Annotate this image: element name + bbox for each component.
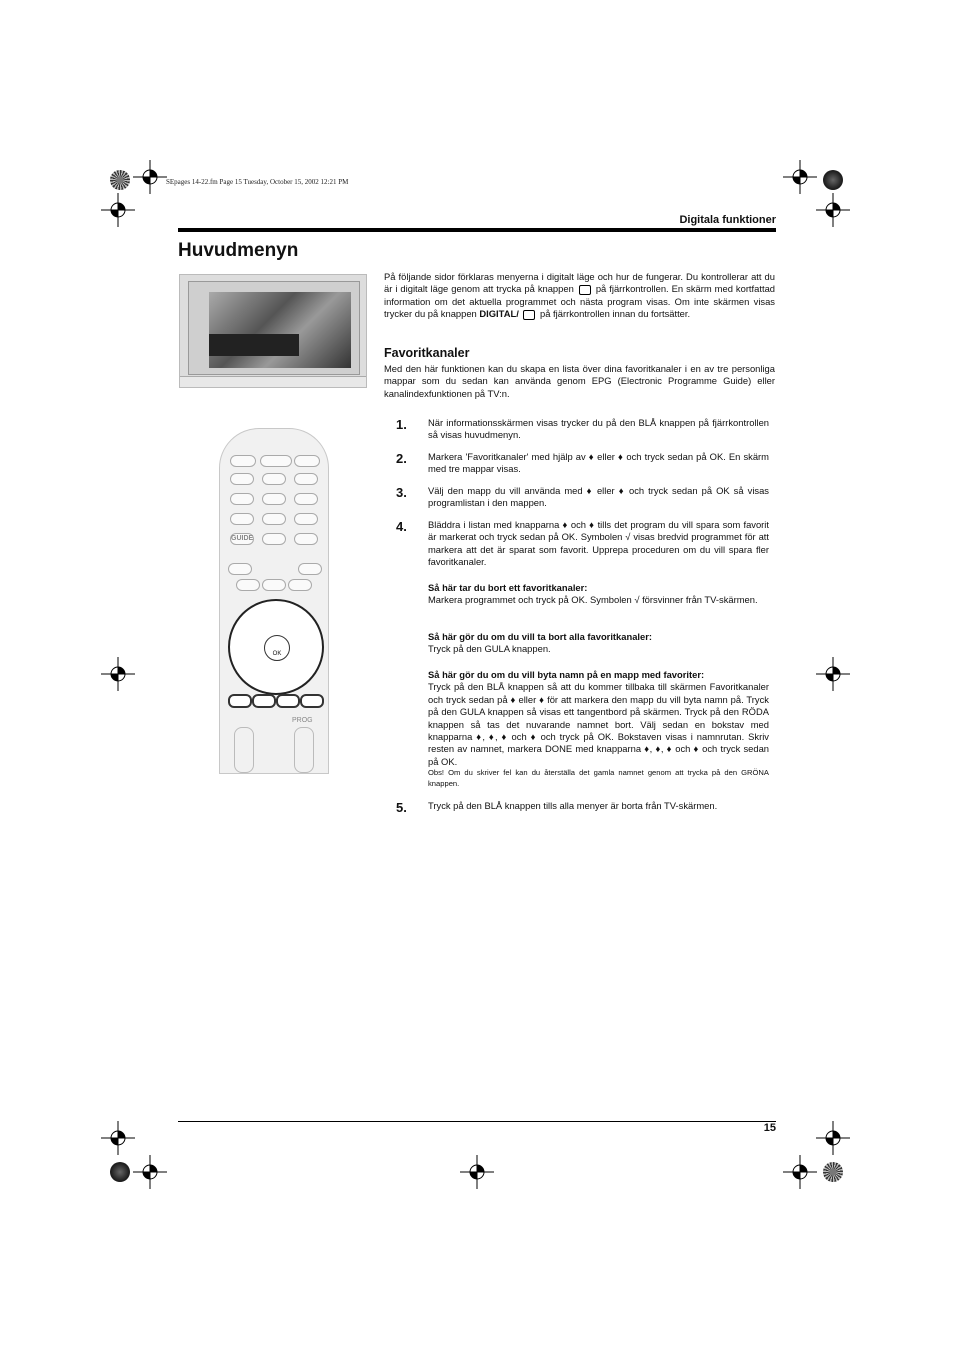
- favorites-heading: Favoritkanaler: [384, 346, 470, 360]
- page-title: Huvudmenyn: [178, 240, 299, 261]
- note-text: Tryck på den BLÅ knappen så att du kommer tillbaka till skärmen Favoritkanaler och tryck sedan på ♦ eller ♦ för att markera den mapp du vill byta namn på. Tryck på den GULA knappen så visas ett tangentbord på skärmen. Tryck på den RÖDA knappen så tas det nuvarande namnet bort. Välj sedan en bokstav med knapparna ♦, ♦, ♦ och ♦ och tryck på OK. Bokstaven visas i namnrutan. Skriv resten av namnet, markera DONE med knapparna ♦, ♦, ♦ och ♦ och tryck sedan på OK.: [428, 681, 769, 767]
- step-text: Bläddra i listan med knapparna ♦ och ♦ tills det program du vill spara som favorit är markerat och tryck sedan på OK. Symbolen √ visas bredvid programmet för att markera att det är sparat som favorit. Upprepa proceduren om du vill spara fler favoritkanaler.: [428, 519, 769, 568]
- tv-info-banner: [209, 334, 299, 356]
- crop-mark-icon: [133, 160, 167, 194]
- registration-dot-icon: [823, 1162, 843, 1182]
- step-number: 1.: [396, 417, 407, 432]
- guide-key: GUIDE: [230, 533, 254, 545]
- step-text: Välj den mapp du vill använda med ♦ eller ♦ och tryck sedan på OK så visas programlistan i den mappen.: [428, 485, 769, 509]
- remote-key: [230, 493, 254, 505]
- color-key: [252, 694, 276, 708]
- note-text: Markera programmet och tryck på OK. Symbolen √ försvinner från TV-skärmen.: [428, 594, 758, 606]
- note-heading: Så här gör du om du vill ta bort alla favoritkanaler:: [428, 631, 653, 642]
- remote-key: [294, 513, 318, 525]
- crop-mark-icon: [460, 1155, 494, 1189]
- crop-mark-icon: [101, 1121, 135, 1155]
- remote-key: [298, 563, 322, 575]
- section-title: Digitala funktioner: [679, 214, 776, 226]
- remote-key: [230, 513, 254, 525]
- remote-key: [260, 455, 292, 467]
- crop-mark-icon: [101, 193, 135, 227]
- remote-key: [288, 579, 312, 591]
- tv-illustration: [179, 274, 367, 388]
- remote-control-illustration: [219, 428, 329, 774]
- registration-dot-icon: [110, 170, 130, 190]
- digital-button-label: DIGITAL/: [479, 308, 519, 320]
- file-info: SEpages 14-22.fm Page 15 Tuesday, October 15, 2002 12:21 PM: [166, 178, 349, 186]
- remote-key: [262, 473, 286, 485]
- intro-text: På följande sidor förklaras menyerna i digitalt läge och hur de fungerar. Du kontrollerar att du är i digitalt läge genom att trycka på knappen: [384, 271, 775, 295]
- note: [428, 631, 769, 656]
- remote-key: [236, 579, 260, 591]
- step-number: 3.: [396, 485, 407, 500]
- note-heading: Så här gör du om du vill byta namn på en mapp med favoriter:: [428, 669, 705, 680]
- program-rocker: [294, 727, 314, 773]
- step-text: När informationsskärmen visas trycker du på den BLÅ knappen på fjärrkontrollen så visas huvudmenyn.: [428, 417, 769, 441]
- note-text: Tryck på den GULA knappen.: [428, 643, 551, 655]
- remote-key: [262, 513, 286, 525]
- intro-text: på fjärrkontrollen innan du fortsätter.: [540, 308, 691, 320]
- remote-key: [294, 455, 320, 467]
- step-number: 4.: [396, 519, 407, 534]
- tv-mode-icon: [523, 310, 535, 320]
- remote-key: [294, 493, 318, 505]
- info-button-icon: [579, 285, 591, 295]
- remote-key: [294, 473, 318, 485]
- registration-dot-icon: [823, 170, 843, 190]
- color-key: [276, 694, 300, 708]
- intro-text: på fjärrkontrollen. En skärm med kortfattad information om det aktuella programmet och nästa program visas. Om inte skärmen visas trycker du på knappen: [384, 283, 775, 320]
- crop-mark-icon: [783, 160, 817, 194]
- crop-mark-icon: [783, 1155, 817, 1189]
- intro-paragraph: [384, 271, 775, 321]
- page-number: 15: [763, 1122, 776, 1134]
- note: [428, 582, 769, 607]
- tv-screen: [209, 292, 351, 368]
- navigation-ring: [228, 599, 324, 695]
- remote-key: [262, 533, 286, 545]
- step-text: Markera 'Favoritkanaler' med hjälp av ♦ eller ♦ och tryck sedan på OK. En skärm med tre mappar visas.: [428, 451, 769, 475]
- color-key: [228, 694, 252, 708]
- header-rule: [178, 228, 776, 232]
- note-heading: Så här tar du bort ett favoritkanaler:: [428, 582, 588, 593]
- remote-key: [294, 533, 318, 545]
- obs-note: Obs! Om du skriver fel kan du återställa det gamla namnet genom att trycka på den GRÖNA knappen.: [428, 768, 769, 788]
- tv-stand: [180, 376, 366, 387]
- note: [428, 669, 769, 789]
- remote-key: [262, 493, 286, 505]
- tv-bezel: [188, 281, 360, 375]
- remote-key: [230, 473, 254, 485]
- remote-key: [228, 563, 252, 575]
- crop-mark-icon: [816, 193, 850, 227]
- prog-label: PROG: [292, 717, 313, 724]
- crop-mark-icon: [816, 657, 850, 691]
- step-number: 5.: [396, 800, 407, 815]
- color-key: [300, 694, 324, 708]
- volume-rocker: [234, 727, 254, 773]
- registration-dot-icon: [110, 1162, 130, 1182]
- remote-key: [230, 455, 256, 467]
- remote-key: [262, 579, 286, 591]
- crop-mark-icon: [133, 1155, 167, 1189]
- crop-mark-icon: [101, 657, 135, 691]
- step-number: 2.: [396, 451, 407, 466]
- crop-mark-icon: [816, 1121, 850, 1155]
- footer-rule: [178, 1121, 776, 1122]
- favorites-intro: Med den här funktionen kan du skapa en lista över dina favoritkanaler i en av tre personliga mappar som du sedan kan använda genom EPG (Electronic Programme Guide) eller kanalindexfunktionen på TV:n.: [384, 363, 775, 399]
- ok-key: OK: [264, 635, 290, 661]
- step-text: Tryck på den BLÅ knappen tills alla menyer är borta från TV-skärmen.: [428, 800, 718, 811]
